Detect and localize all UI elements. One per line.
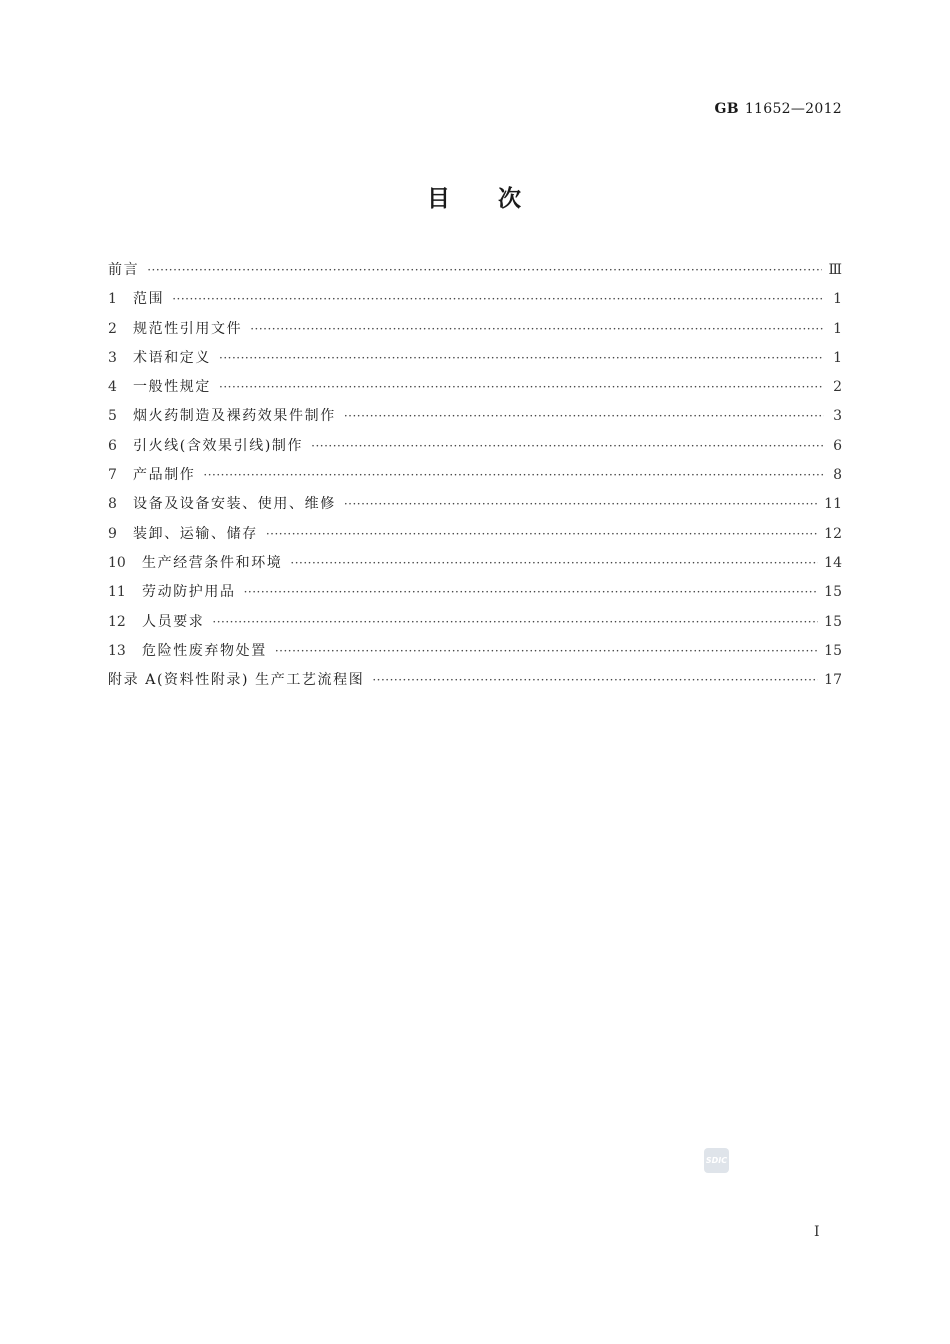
- toc-entry-label: 劳动防护用品: [142, 584, 236, 601]
- toc-dot-leader: [212, 615, 818, 629]
- toc-entry-page: 6: [833, 437, 842, 454]
- toc-entry-number: 10: [108, 554, 126, 571]
- toc-entry-page: 1: [833, 349, 842, 366]
- toc-entry-number: 9: [108, 525, 117, 542]
- toc-entry-page: 11: [824, 496, 842, 513]
- toc-dot-leader: [219, 351, 824, 365]
- standard-number: 11652—2012: [744, 101, 842, 117]
- toc-entry-page: 15: [824, 613, 842, 630]
- toc-dot-leader: [311, 439, 824, 453]
- toc-entry[interactable]: [108, 493, 842, 522]
- toc-entry-page: 1: [833, 291, 842, 308]
- toc-entry[interactable]: [108, 611, 842, 640]
- standard-prefix: GB: [714, 101, 739, 117]
- toc-entry-number: 3: [108, 349, 117, 366]
- toc-entry-label: 规范性引用文件: [133, 320, 243, 337]
- toc-entry[interactable]: [108, 464, 842, 493]
- toc-entry-number: 5: [108, 408, 117, 425]
- toc-entry-number: 13: [108, 642, 126, 659]
- toc-entry[interactable]: [108, 376, 842, 405]
- toc-entry-number: 4: [108, 379, 117, 396]
- toc-entry-label: 设备及设备安装、使用、维修: [133, 496, 336, 513]
- toc-entry[interactable]: [108, 318, 842, 347]
- toc-dot-leader: [244, 585, 819, 599]
- toc-entry-label: 范围: [133, 291, 165, 308]
- toc-entry-label: 装卸、运输、储存: [133, 525, 258, 542]
- toc-entry-label: 生产经营条件和环境: [142, 554, 283, 571]
- toc-entry-number: 6: [108, 437, 117, 454]
- toc-dot-leader: [203, 468, 824, 482]
- toc-entry-number: 8: [108, 496, 117, 513]
- toc-dot-leader: [344, 497, 818, 511]
- page-title: [0, 180, 950, 213]
- toc-entry[interactable]: [108, 640, 842, 669]
- toc-entry[interactable]: [108, 581, 842, 610]
- toc-entry[interactable]: [108, 259, 842, 288]
- toc-dot-leader: [372, 673, 818, 687]
- title-char-2: 次: [498, 186, 523, 212]
- toc-entry-number: 7: [108, 467, 117, 484]
- toc-dot-leader: [275, 644, 818, 658]
- toc-entry-page: 14: [824, 554, 842, 571]
- toc-dot-leader: [147, 263, 822, 277]
- toc-entry[interactable]: [108, 405, 842, 434]
- toc-dot-leader: [290, 556, 818, 570]
- toc-entry-page: Ⅲ: [828, 262, 842, 278]
- toc-entry[interactable]: [108, 288, 842, 317]
- toc-entry-page: 8: [833, 467, 842, 484]
- toc-entry-page: 15: [824, 584, 842, 601]
- watermark-logo: SDIC: [704, 1148, 729, 1173]
- toc-entry-page: 1: [833, 320, 842, 337]
- toc-dot-leader: [219, 380, 824, 394]
- toc-entry-page: 3: [833, 408, 842, 425]
- toc-entry-page: 2: [833, 379, 842, 396]
- table-of-contents: [108, 259, 842, 698]
- toc-entry-label: 一般性规定: [133, 379, 211, 396]
- toc-entry-page: 15: [824, 642, 842, 659]
- toc-entry-number: 11: [108, 584, 126, 601]
- toc-entry-label: 前言: [108, 262, 140, 278]
- standard-code: [714, 101, 842, 117]
- toc-entry-number: 1: [108, 291, 117, 308]
- toc-entry-label: 人员要求: [142, 613, 205, 630]
- toc-entry[interactable]: [108, 669, 842, 698]
- toc-entry[interactable]: [108, 523, 842, 552]
- toc-entry-page: 17: [824, 672, 842, 689]
- toc-entry-number: 12: [108, 613, 126, 630]
- toc-entry-label: 产品制作: [133, 467, 196, 484]
- toc-entry[interactable]: [108, 435, 842, 464]
- toc-dot-leader: [266, 527, 818, 541]
- toc-dot-leader: [344, 409, 824, 423]
- toc-entry-page: 12: [824, 525, 842, 542]
- toc-entry-label: 术语和定义: [133, 349, 211, 366]
- toc-entry-number: 2: [108, 320, 117, 337]
- toc-entry-label: 引火线(含效果引线)制作: [133, 437, 304, 454]
- toc-entry-label: 危险性废弃物处置: [142, 642, 267, 659]
- toc-dot-leader: [250, 322, 824, 336]
- toc-dot-leader: [172, 292, 824, 306]
- toc-entry[interactable]: [108, 552, 842, 581]
- page-number: Ⅰ: [814, 1224, 820, 1240]
- title-char-1: 目: [427, 186, 452, 212]
- toc-entry[interactable]: [108, 347, 842, 376]
- toc-entry-label: 附录 A(资料性附录) 生产工艺流程图: [108, 672, 365, 689]
- toc-entry-label: 烟火药制造及裸药效果件制作: [133, 408, 336, 425]
